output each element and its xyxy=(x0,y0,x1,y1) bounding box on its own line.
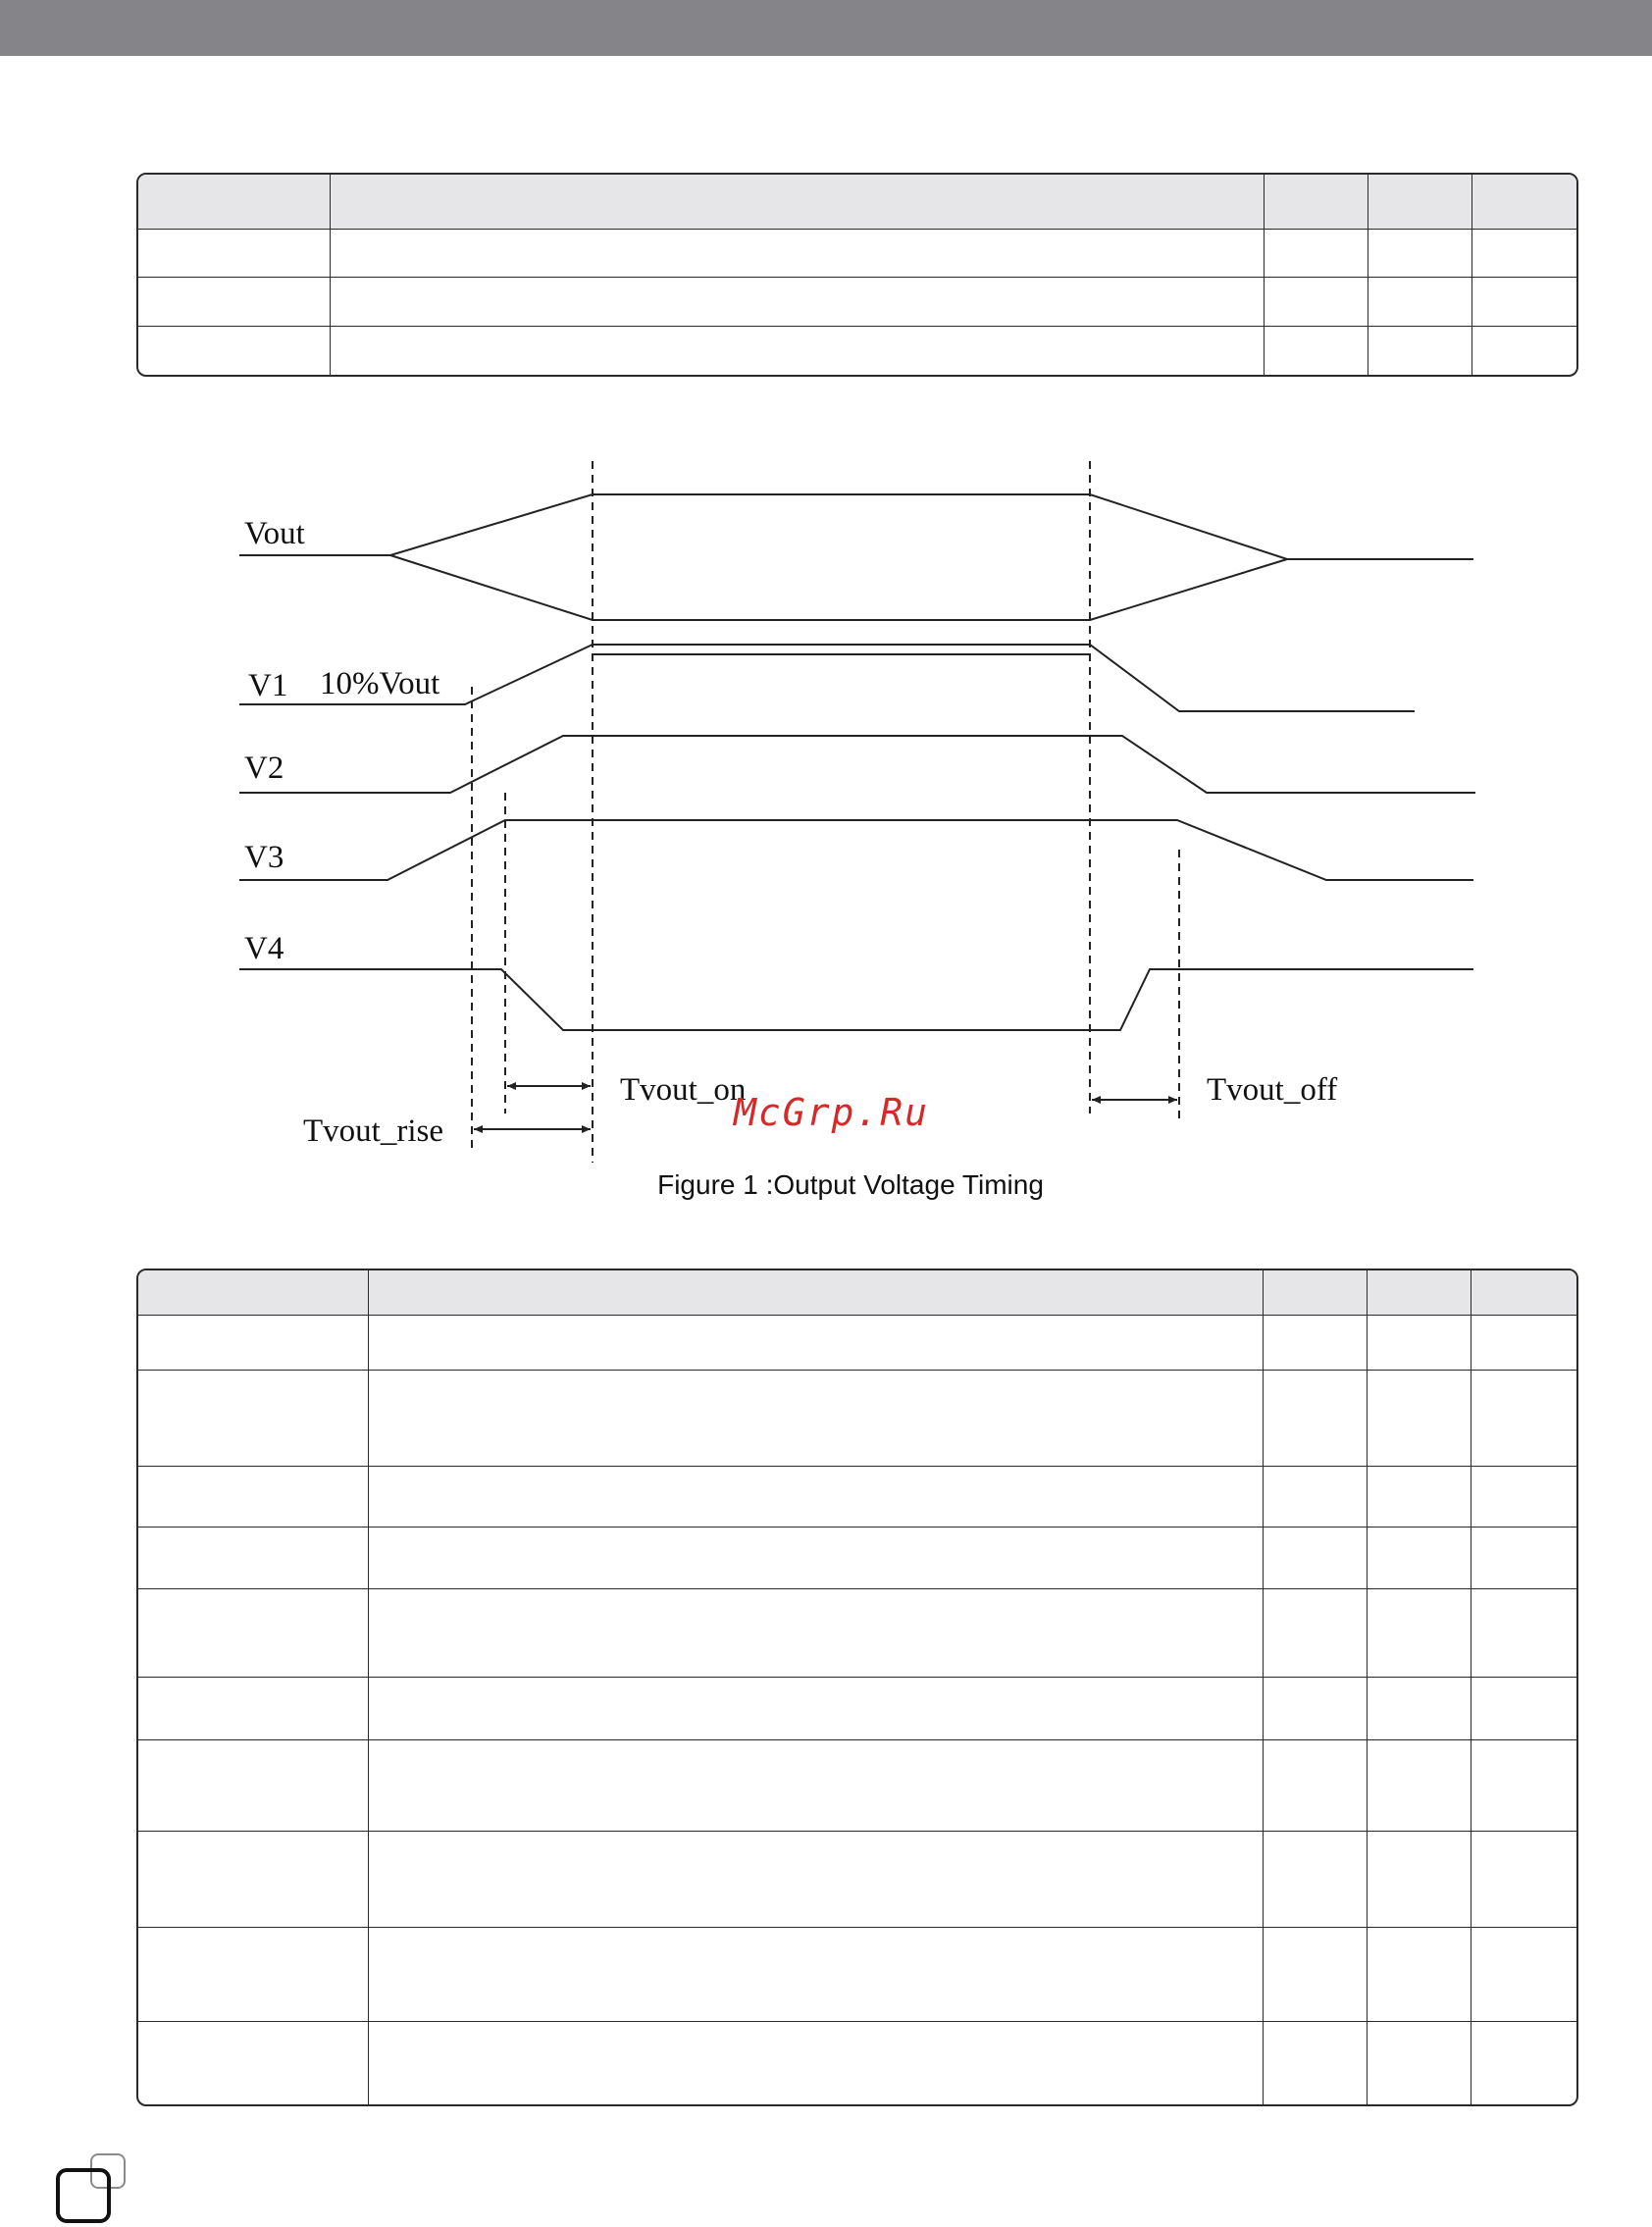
table-cell xyxy=(369,1528,1264,1589)
table-cell xyxy=(331,230,1264,278)
table-cell xyxy=(1264,1528,1368,1589)
page-logo-icon xyxy=(55,2152,129,2227)
table-row xyxy=(138,2022,1576,2104)
table-cell xyxy=(1472,278,1576,327)
table-cell xyxy=(1368,230,1473,278)
table-cell xyxy=(369,1467,1264,1528)
table-cell xyxy=(1368,1832,1472,1928)
table-cell xyxy=(1471,1316,1576,1371)
table-cell xyxy=(1471,1832,1576,1928)
table-cell xyxy=(1368,278,1473,327)
table-cell xyxy=(369,2022,1264,2104)
table-cell xyxy=(1471,1589,1576,1678)
table-cell xyxy=(1264,1467,1368,1528)
table-cell xyxy=(369,1740,1264,1832)
table-cell xyxy=(1368,1371,1472,1467)
figure-caption: Figure 1 :Output Voltage Timing xyxy=(657,1169,1044,1200)
table-cell xyxy=(1368,327,1473,375)
table-cell xyxy=(1368,1740,1472,1832)
table-cell xyxy=(369,1371,1264,1467)
table-cell xyxy=(1368,2022,1472,2104)
table-row xyxy=(138,1528,1576,1589)
table-cell xyxy=(1265,230,1368,278)
table-cell xyxy=(138,2022,369,2104)
table-header-row xyxy=(138,1270,1576,1316)
table-cell xyxy=(1265,327,1368,375)
output-voltage-timing-diagram xyxy=(0,432,1652,1177)
v3-label: V3 xyxy=(244,840,284,875)
table-header-row xyxy=(138,175,1576,230)
table-cell xyxy=(1264,1678,1368,1740)
table-cell xyxy=(369,1589,1264,1678)
table-cell xyxy=(331,327,1264,375)
v1-threshold-label: 10%Vout xyxy=(320,666,440,701)
table-row xyxy=(138,1928,1576,2022)
table-cell xyxy=(138,1316,369,1371)
table-row xyxy=(138,1371,1576,1467)
table-cell xyxy=(138,1589,369,1678)
table-cell xyxy=(138,1371,369,1467)
tvout-off-label: Tvout_off xyxy=(1207,1072,1338,1108)
table-cell xyxy=(1265,278,1368,327)
header-cell xyxy=(1368,175,1473,230)
table-cell xyxy=(1368,1928,1472,2022)
table-row xyxy=(138,1467,1576,1528)
tvout-on-label: Tvout_on xyxy=(620,1072,747,1108)
tvout-rise-label: Tvout_rise xyxy=(303,1114,443,1149)
table-cell xyxy=(138,1528,369,1589)
v3-waveform xyxy=(239,820,1473,880)
table-cell xyxy=(1471,1740,1576,1832)
table-cell xyxy=(369,1678,1264,1740)
table-cell xyxy=(1264,1589,1368,1678)
v1-label: V1 xyxy=(248,668,288,703)
header-cell xyxy=(1265,175,1368,230)
table-cell xyxy=(1264,1740,1368,1832)
table-cell xyxy=(138,1832,369,1928)
page-header-bar xyxy=(0,0,1652,56)
table-row xyxy=(138,1589,1576,1678)
header-cell xyxy=(1472,175,1576,230)
table-cell xyxy=(1264,1316,1368,1371)
table-row xyxy=(138,1316,1576,1371)
table-cell xyxy=(1264,1371,1368,1467)
table-cell xyxy=(369,1316,1264,1371)
v4-waveform xyxy=(239,969,1473,1030)
table-cell xyxy=(138,327,331,375)
table-cell xyxy=(138,230,331,278)
v2-label: V2 xyxy=(244,751,284,786)
v4-label: V4 xyxy=(244,931,284,966)
vout-waveform-lower xyxy=(390,555,1287,620)
table-row xyxy=(138,230,1576,278)
spec-table-2 xyxy=(136,1269,1578,2106)
header-cell xyxy=(331,175,1264,230)
v2-waveform xyxy=(239,736,1475,793)
vout-waveform-upper xyxy=(239,494,1473,559)
header-cell xyxy=(1368,1270,1472,1316)
table-cell xyxy=(138,1467,369,1528)
table-cell xyxy=(1471,1467,1576,1528)
watermark: McGrp.Ru xyxy=(734,1091,930,1134)
table-cell xyxy=(1368,1678,1472,1740)
table-cell xyxy=(1368,1589,1472,1678)
table-row xyxy=(138,1740,1576,1832)
table-cell xyxy=(1472,327,1576,375)
table-cell xyxy=(138,1678,369,1740)
table-cell xyxy=(369,1832,1264,1928)
header-cell xyxy=(138,175,331,230)
header-cell xyxy=(1264,1270,1368,1316)
header-cell xyxy=(1471,1270,1576,1316)
table-cell xyxy=(1471,2022,1576,2104)
table-row xyxy=(138,1678,1576,1740)
header-cell xyxy=(138,1270,369,1316)
table-cell xyxy=(1368,1528,1472,1589)
table-row xyxy=(138,278,1576,327)
table-cell xyxy=(1471,1678,1576,1740)
table-row xyxy=(138,1832,1576,1928)
table-cell xyxy=(1264,1928,1368,2022)
table-cell xyxy=(1471,1528,1576,1589)
header-cell xyxy=(369,1270,1264,1316)
table-cell xyxy=(138,1740,369,1832)
table-cell xyxy=(369,1928,1264,2022)
table-cell xyxy=(138,1928,369,2022)
table-cell xyxy=(1368,1467,1472,1528)
table-cell xyxy=(1368,1316,1472,1371)
table-cell xyxy=(331,278,1264,327)
table-cell xyxy=(1471,1371,1576,1467)
table-row xyxy=(138,327,1576,375)
table-cell xyxy=(1472,230,1576,278)
table-cell xyxy=(1264,2022,1368,2104)
table-cell xyxy=(1471,1928,1576,2022)
spec-table-1 xyxy=(136,173,1578,377)
table-cell xyxy=(138,278,331,327)
vout-label: Vout xyxy=(244,516,305,551)
table-cell xyxy=(1264,1832,1368,1928)
